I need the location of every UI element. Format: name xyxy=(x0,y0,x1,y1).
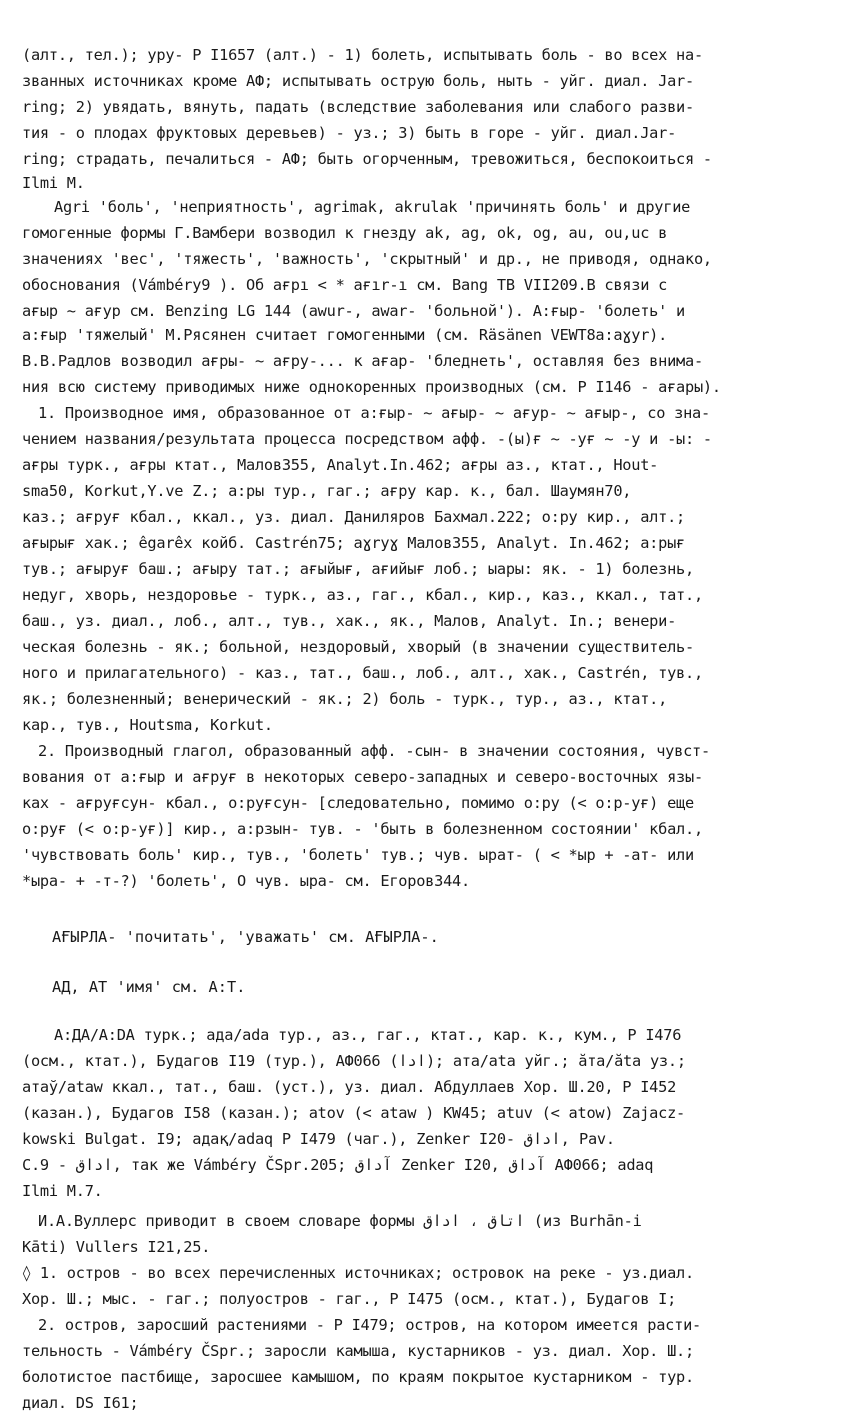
text-line: баш., уз. диал., лоб., алт., тув., хак., як., Малов, Analyt. In.; венери- xyxy=(22,612,677,630)
text-line: атаў/ataw ккал., тат., баш. (уст.), уз. диал. Абдуллаев Хор. Ш.20, Р I452 xyxy=(22,1078,677,1096)
text-line: болотистое пастбище, заросшее камышом, по краям покрытое кустарником - тур. xyxy=(22,1368,694,1386)
text-line: чением названия/результата процесса посредством афф. -(ы)ғ ~ -уғ ~ -у и -ы: - xyxy=(22,430,712,448)
text-line: A:ДА/A:DA турк.; ада/ada тур., аз., гаг., ктат., кар. к., кум., Р I476 xyxy=(54,1026,682,1044)
text-line: тия - о плодах фруктовых деревьев) - уз.; 3) быть в горе - уйг. диал.Jar- xyxy=(22,124,677,142)
text-line: И.А.Вуллерс приводит в своем словаре формы اتاق ، اداق (из Burhān-i xyxy=(38,1212,642,1230)
text-line: вования от a:ғыр и aғруғ в некоторых северо-западных и северо-восточных язы- xyxy=(22,768,703,786)
text-line: (осм., ктат.), Будагов I19 (тур.), АФ066 (ادا); ата/ata уйг.; ăта/ăta уз.; xyxy=(22,1052,686,1070)
text-line: званных источниках кроме АФ; испытывать острую боль, ныть - уйг. диал. Jar- xyxy=(22,72,694,90)
text-line: ния всю систему приводимых ниже однокоренных производных (см. Р I146 - aғары). xyxy=(22,378,721,396)
text-line: (алт., тел.); уру- Р I1657 (алт.) - 1) болеть, испытывать боль - во всех на- xyxy=(22,46,703,64)
text-line: 2. остров, заросший растениями - Р I479; остров, на котором имеется расти- xyxy=(38,1316,702,1334)
text-line: каз.; aғруғ кбал., ккал., уз. диал. Даниляров Бахмал.222; o:ру кир., алт.; xyxy=(22,508,686,526)
text-line: C.9 - اداق, так же Vámbéry ČSpr.205; آداق Zenker I20, آداق АФ066; adaq xyxy=(22,1156,654,1174)
text-line: недуг, хворь, нездоровье - турк., аз., гаг., кбал., кир., каз., ккал., тат., xyxy=(22,586,703,604)
text-line: тельность - Vámbéry ČSpr.; заросли камыша, кустарников - уз. диал. Хор. Ш.; xyxy=(22,1342,694,1360)
text-line: (казан.), Будагов I58 (казан.); atov (< ataw ) KW45; atuv (< atow) Zajacz- xyxy=(22,1104,686,1122)
text-line: a:ғыр 'тяжелый' М.Рясянен считает гомогенными (см. Räsänen VEWT8a:aɣyr). xyxy=(22,326,668,344)
text-line: aғырығ хак.; êgarêx койб. Castrén75; aɣryɣ Малов355, Analyt. In.462; a:рығ xyxy=(22,534,686,552)
text-line: як.; болезненный; венерический - як.; 2) боль - турк., тур., аз., ктат., xyxy=(22,690,668,708)
text-line: kowski Bulgat. I9; адақ/adaq Р I479 (чаг.), Zenker I20- اداق, Pav. xyxy=(22,1130,615,1148)
text-line: ках - aғруғсун- кбал., о:руғсун- [следовательно, помимо о:ру (< о:р-уғ) еще xyxy=(22,794,694,812)
text-line: В.В.Радлов возводил aғры- ~ aғру-... к aғар- 'бледнеть', оставляя без внима- xyxy=(22,352,703,370)
text-line: гомогенные формы Г.Вамбери возводил к гнезду ak, ag, ok, og, au, ou,uc в xyxy=(22,224,668,242)
headword-ad: AД, AТ 'имя' см. A:Т. xyxy=(52,978,246,996)
text-line: ного и прилагательного) - каз., тат., баш., лоб., алт., хак., Castrén, тув., xyxy=(22,664,703,682)
text-line: ring; 2) увядать, вянуть, падать (вследствие заболевания или слабого разви- xyxy=(22,98,694,116)
text-line: Kāti) Vullers I21,25. xyxy=(22,1238,211,1256)
text-line: 2. Производный глагол, образованный афф. -сын- в значении состояния, чувст- xyxy=(38,742,710,760)
text-line: ческая болезнь - як.; больной, нездоровый, хворый (в значении существитель- xyxy=(22,638,694,656)
text-line: тув.; aғыруғ баш.; aғыру тат.; aғыйығ, aғийығ лоб.; ыары: як. - 1) болезнь, xyxy=(22,560,694,578)
text-line: о:руғ (< о:р-уғ)] кир., a:рзын- тув. - 'быть в болезненном состоянии' кбал., xyxy=(22,820,703,838)
text-line: значениях 'вес', 'тяжесть', 'важность', 'скрытный' и др., не приводя, однако, xyxy=(22,250,712,268)
text-line: aғры турк., aғры ктат., Малов355, Analyt.In.462; aғры аз., ктат., Hout- xyxy=(22,456,659,474)
text-line: 1. Производное имя, образованное от a:ғыр- ~ aғыр- ~ aғур- ~ aғыр-, со зна- xyxy=(38,404,710,422)
text-line: Agri 'боль', 'неприятность', agrimak, akrulak 'причинять боль' и другие xyxy=(54,198,691,216)
text-line: Ilmi M.7. xyxy=(22,1182,103,1200)
text-line: 'чувствовать боль' кир., тув., 'болеть' тув.; чув. ырат- ( < *ыр + -ат- или xyxy=(22,846,694,864)
text-line: диал. DS I61; xyxy=(22,1394,139,1412)
text-line: ring; страдать, печалиться - АФ; быть огорченным, тревожиться, беспокоиться - xyxy=(22,150,712,168)
text-line: кар., тув., Houtsma, Korkut. xyxy=(22,716,273,734)
text-line: aғыр ~ aғур см. Benzing LG 144 (awur-, awar- 'больной'). A:ғыр- 'болеть' и xyxy=(22,302,686,320)
text-line: Хор. Ш.; мыс. - гаг.; полуостров - гаг., Р I475 (осм., ктат.), Будагов I; xyxy=(22,1290,677,1308)
text-line: Ilmi M. xyxy=(22,174,85,192)
text-line: *ыра- + -т-?) 'болеть', О чув. ыра- см. Егоров344. xyxy=(22,872,470,890)
text-line: ◊ 1. остров - во всех перечисленных источниках; островок на реке - уз.диал. xyxy=(22,1264,694,1282)
text-line: обоснования (Vámbéry9 ). Об ағрı < * ағır-ı см. Bang TB VII209.В связи с xyxy=(22,276,668,294)
headword-agyrla: AҒЫРЛА- 'почитать', 'уважать' см. AҒЫРЛА-. xyxy=(52,928,439,946)
text-line: sma50, Korkut,Y.ve Z.; a:ры тур., гаг.; aғру кар. к., бал. Шаумян70, xyxy=(22,482,632,500)
